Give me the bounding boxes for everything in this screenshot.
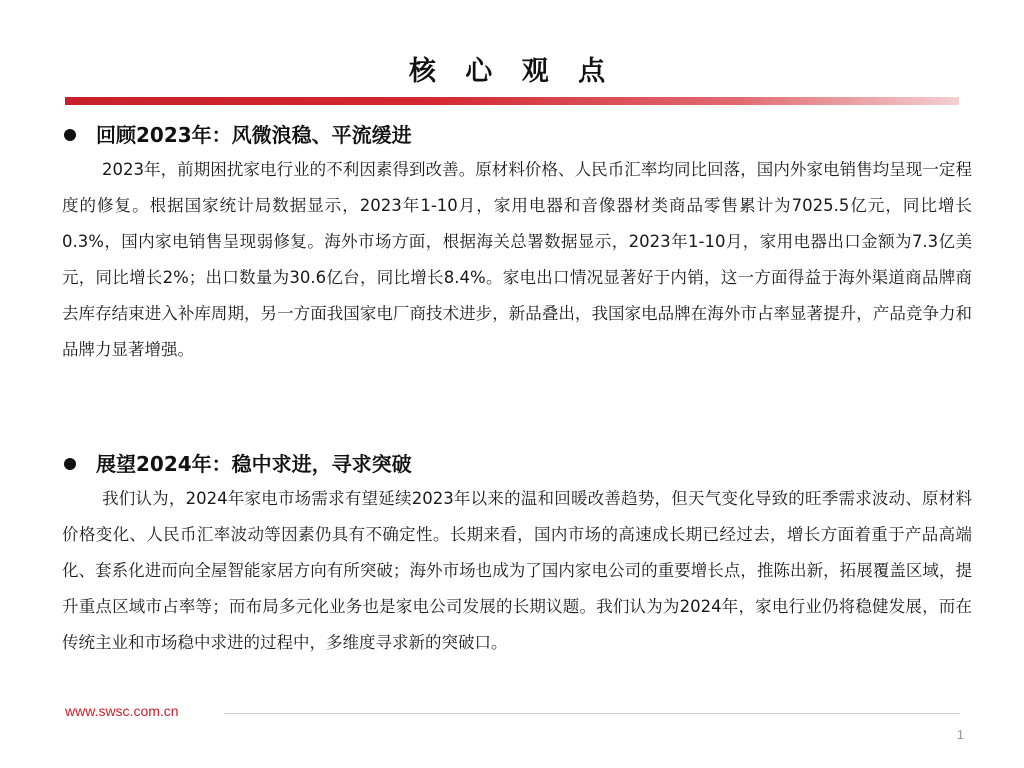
bullet-icon xyxy=(64,458,76,470)
section-heading-wrapper xyxy=(62,118,972,152)
section-heading: 回顾2023年：风微浪稳、平流缓进 xyxy=(96,123,412,147)
section-paragraph: 2023年，前期困扰家电行业的不利因素得到改善。原材料价格、人民币汇率均同比回落，国内外家电销售均呈现一定程度的修复。根据国家统计局数据显示，2023年1-10月，家用电器和音像器材类商品零售累计为7025.5亿元，同比增长0.3%，国内家电销售呈现弱修复。海外市场方面，根据海关总署数据显示，2023年1-10月，家用电器出口金额为7.3亿美元，同比增长2%；出口数量为30.6亿台，同比增长8.4%。家电出口情况显著好于内销，这一方面得益于海外渠道商品牌商去库存结束进入补库周期，另一方面我国家电厂商技术进步，新品叠出，我国家电品牌在海外市占率显著提升，产品竞争力和品牌力显著增强。 xyxy=(62,160,972,359)
page-number: 1 xyxy=(956,727,964,742)
title-underline-bar xyxy=(65,97,959,105)
bullet-icon xyxy=(64,129,76,141)
section-outlook-2024 xyxy=(62,447,972,661)
footer-divider xyxy=(224,713,960,714)
slide-title: 核 心 观 点 xyxy=(408,56,616,87)
section-heading-wrapper xyxy=(62,447,972,481)
section-heading: 展望2024年：稳中求进，寻求突破 xyxy=(96,452,412,476)
footer-url: www.swsc.com.cn xyxy=(65,703,179,719)
section-paragraph: 我们认为，2024年家电市场需求有望延续2023年以来的温和回暖改善趋势，但天气变化导致的旺季需求波动、原材料价格变化、人民币汇率波动等因素仍具有不确定性。长期来看，国内市场的高速成长期已经过去，增长方面着重于产品高端化、套系化进而向全屋智能家居方向有所突破；海外市场也成为了国内家电公司的重要增长点，推陈出新，拓展覆盖区域，提升重点区域市占率等；而布局多元化业务也是家电公司发展的长期议题。我们认为为2024年，家电行业仍将稳健发展，而在传统主业和市场稳中求进的过程中，多维度寻求新的突破口。 xyxy=(62,489,972,652)
section-review-2023 xyxy=(62,118,972,368)
